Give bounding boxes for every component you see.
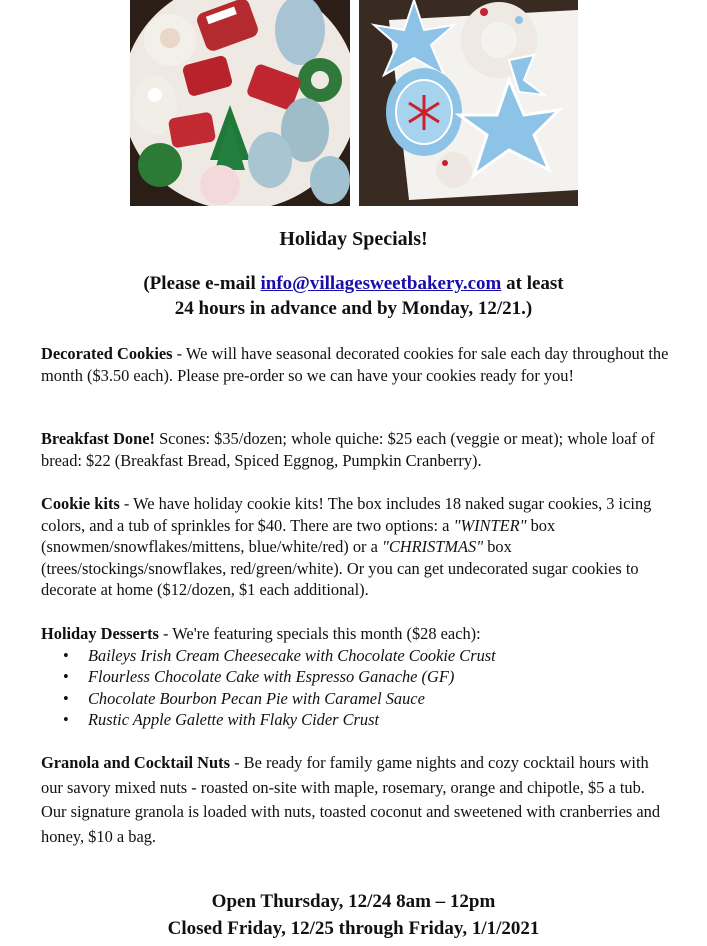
order-note bbox=[0, 271, 707, 321]
hours-open: Open Thursday, 12/24 8am – 12pm bbox=[211, 891, 496, 912]
section-text: - We will have seasonal decorated cookies for sale each day throughout the month ($3.50 each). Please pre-order so we can have your cookies ready for you! bbox=[41, 344, 669, 385]
section-cookie-kits bbox=[41, 493, 671, 601]
photo-strip bbox=[0, 0, 707, 206]
section-text: box (snowmen/snowflakes/mittens, blue/white/red) or a bbox=[41, 515, 556, 556]
winter-option: "WINTER" bbox=[453, 515, 527, 535]
list-item: • Rustic Apple Galette with Flaky Cider Crust bbox=[88, 709, 671, 731]
section-heading: Decorated Cookies bbox=[41, 344, 173, 363]
section-heading: Breakfast Done! bbox=[41, 429, 155, 448]
photo-decorated-cookies-platter bbox=[130, 0, 350, 206]
section-decorated-cookies bbox=[41, 343, 671, 386]
list-item: • Baileys Irish Cream Cheesecake with Chocolate Cookie Crust bbox=[88, 645, 671, 667]
section-holiday-desserts bbox=[41, 623, 671, 731]
note-prefix: (Please e-mail bbox=[143, 273, 261, 294]
list-item: • Chocolate Bourbon Pecan Pie with Caramel Sauce bbox=[88, 688, 671, 710]
section-text: - We have holiday cookie kits! The box includes 18 naked sugar cookies, 3 icing colors, and a tub of sprinkles for $40. There are two options: a bbox=[41, 494, 652, 535]
section-text: box (trees/stockings/snowflakes, red/green/white). Or you can get undecorated sugar cookies to decorate at home ($12/dozen, $1 each additional). bbox=[41, 537, 639, 599]
holiday-hours bbox=[0, 888, 707, 942]
desserts-list bbox=[41, 645, 671, 731]
list-item: • Flourless Chocolate Cake with Espresso Ganache (GF) bbox=[88, 666, 671, 688]
section-text: - We're featuring specials this month ($28 each): bbox=[158, 624, 481, 643]
section-text: Scones: $35/dozen; whole quiche: $25 each (veggie or meat); whole loaf of bread: $22 (Breakfast Bread, Spiced Eggnog, Pumpkin Cranberry). bbox=[41, 429, 655, 470]
page-title: Holiday Specials! bbox=[279, 228, 428, 250]
hours-closed: Closed Friday, 12/25 through Friday, 1/1/2021 bbox=[167, 918, 540, 939]
note-suffix: at least bbox=[501, 273, 564, 294]
christmas-option: "CHRISTMAS" bbox=[381, 537, 484, 556]
note-line2: 24 hours in advance and by Monday, 12/21.) bbox=[174, 298, 533, 319]
section-heading: Granola and Cocktail Nuts bbox=[41, 753, 230, 772]
section-heading: Cookie kits bbox=[41, 494, 120, 513]
section-breakfast bbox=[41, 428, 671, 471]
photo-snowflake-cookies-plate bbox=[359, 0, 578, 206]
email-link[interactable]: info@villagesweetbakery.com bbox=[260, 273, 502, 294]
section-text: - Be ready for family game nights and cozy cocktail hours with our savory mixed nuts - roasted on-site with maple, rosemary, orange and chipotle, $5 a tub. Our signature granola is loaded with nuts, toasted coconut and sweetened with cranberries and honey, $10 a bag. bbox=[41, 753, 661, 846]
section-heading: Holiday Desserts bbox=[41, 624, 159, 643]
section-granola-nuts bbox=[41, 751, 671, 849]
